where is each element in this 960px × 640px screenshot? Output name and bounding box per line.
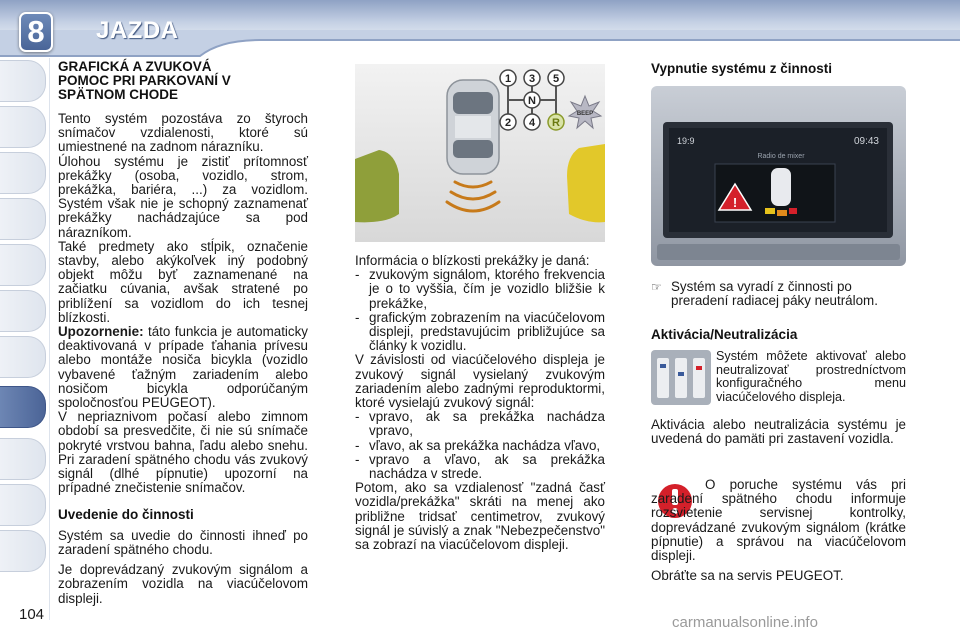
pointing-hand-icon: ☞ bbox=[651, 280, 662, 294]
paragraph-objects: Také predmety ako stĺpik, označenie stavby, alebo akýkoľvek iný podobný objekt môžu byť zaznamenané na začiatku cúvania, avšak stratené po priblížení sa vozidlom do ich tesnej blízkosti. bbox=[58, 238, 308, 325]
config-menu-buttons-icon bbox=[651, 350, 711, 405]
side-tab-active-8[interactable] bbox=[0, 386, 46, 428]
gear-label-reverse: R bbox=[552, 117, 560, 129]
list-item: - zvukovým signálom, ktorého frekvencia je o to vyššia, čím je vozidlo bližšie k prekážke, bbox=[355, 267, 605, 311]
chapter-title: JAZDA bbox=[96, 17, 179, 44]
column-left bbox=[58, 60, 308, 606]
section-title-parking-aid: GRAFICKÁ A ZVUKOVÁ POMOC PRI PARKOVANÍ V SPÄTNOM CHODE bbox=[58, 59, 231, 102]
reversing-car bbox=[447, 80, 499, 174]
paragraph-warning: Upozornenie: táto funkcia je automaticky deaktivovaná v prípade ťahania prívesu alebo montáže nosiča bicykla (vozidlo vybavené ťažným zariadením alebo nosičom bicykla odporúčaným spoločnosťou PEUGEOT). bbox=[58, 324, 308, 411]
display-time: 09:43 bbox=[853, 136, 879, 147]
chapter-number-badge: 8 bbox=[19, 12, 53, 52]
watermark: carmanualsonline.info bbox=[672, 614, 818, 631]
paragraph-speakers: V závislosti od viacúčelového displeja je zvukový signál vysielaný zvukovým zariadením alebo zadnými reproduktormi, ktoré vysielajú zvukový signál: bbox=[355, 352, 605, 411]
chapter-side-tabs bbox=[0, 60, 50, 620]
section-title-deactivation: Vypnutie systému z činnosti bbox=[651, 61, 833, 76]
gearbox-diagram bbox=[500, 70, 564, 130]
list-item: - vľavo, ak sa prekážka nachádza vľavo, bbox=[355, 437, 601, 453]
svg-text:!: ! bbox=[732, 195, 738, 210]
car-topview-icon bbox=[771, 168, 791, 206]
gear-label: 3 bbox=[528, 73, 536, 85]
paragraph-activation-2: Je doprevádzaný zvukovým signálom a zobrazením vozidla na viacúčelovom displeji. bbox=[58, 562, 308, 606]
display-caption: Radio de mixer bbox=[757, 153, 805, 160]
side-tab-4[interactable] bbox=[0, 198, 46, 240]
paragraph-intro: Tento systém pozostáva zo štyroch snímačov vzdialenosti, ktoré sú umiestnené na zadnom nárazníku. bbox=[58, 111, 308, 155]
parked-car-left bbox=[355, 150, 399, 222]
deactivation-text bbox=[651, 280, 906, 349]
list-item: ☞ Systém sa vyradí z činnosti po preradení radiacej páky neutrálom. bbox=[651, 279, 878, 309]
display-left-readout: 19:9 bbox=[677, 136, 695, 146]
gear-label: N bbox=[528, 95, 536, 107]
list-item: - vpravo a vľavo, ak sa prekážka nachádza v strede. bbox=[355, 451, 605, 482]
paragraph-fault: O poruche systému vás pri zaradení spätného chodu informuje rozsvietenie servisnej kontrolky, doprevádzané zvukovým signálom (krátke pípnutie) a správou na viacúčelovom displeji. bbox=[651, 477, 906, 564]
gear-label: 1 bbox=[504, 73, 512, 85]
side-tab-3[interactable] bbox=[0, 152, 46, 194]
list-item: - vpravo, ak sa prekážka nachádza vpravo, bbox=[355, 409, 605, 439]
page-number: 104 bbox=[19, 606, 45, 623]
paragraph-config-menu: Systém môžete aktivovať alebo neutralizovať prostredníctvom konfiguračného menu viacúčelového displeja. bbox=[716, 349, 906, 404]
paragraph-purpose: Úlohou systému je zistiť prítomnosť prekážky (osoba, vozidlo, strom, prekážka, bariéra, ...) za vozidlom. Systém však nie je schopný zaznamenať prekážky nachádzajúce sa pod nárazníkom. bbox=[58, 153, 308, 240]
paragraph-memory: Aktivácia alebo neutralizácia systému je uvedená do pamäti pri zastavení vozidla. bbox=[651, 417, 906, 447]
paragraph-proximity-intro: Informácia o blízkosti prekážky je daná: bbox=[355, 253, 590, 268]
reverse-parking-illustration bbox=[355, 64, 605, 242]
section-title-activation-neutralization: Aktivácia/Neutralizácia bbox=[651, 327, 798, 343]
paragraph-danger: Potom, ako sa vzdialenosť "zadná časť vozidla/prekážka" skráti na menej ako približne tridsať centimetrov, zvukový signál je súvislý a znak "Nebezpečenstvo" sa zobrazí na viacúčelovom displeji. bbox=[355, 480, 605, 553]
gear-label: 5 bbox=[552, 73, 560, 85]
gear-label: 4 bbox=[528, 117, 536, 129]
paragraph-weather: V nepriaznivom počasí alebo zimnom období sa presvedčite, či nie sú snímače pokryté vrstvou bahna, ľadu alebo snehu. Pri zaradení spätného chodu vás zvukový signál (dlhé pípnutie) upozorní na prípadné znečistenie snímačov. bbox=[58, 409, 308, 496]
list-item: - grafickým zobrazením na viacúčelovom displeji, predstavujúcim približujúce sa články k vozidlu. bbox=[355, 309, 605, 354]
page-header bbox=[0, 0, 960, 58]
beep-label: BEEP bbox=[576, 111, 594, 117]
column-middle bbox=[355, 254, 605, 552]
multifunction-display-illustration bbox=[651, 86, 906, 266]
parked-car-right bbox=[567, 144, 605, 222]
side-tab-2[interactable] bbox=[0, 106, 46, 148]
side-tab-11[interactable] bbox=[0, 530, 46, 572]
side-tab-10[interactable] bbox=[0, 484, 46, 526]
side-tab-7[interactable] bbox=[0, 336, 46, 378]
side-tab-6[interactable] bbox=[0, 290, 46, 332]
gear-label: 2 bbox=[504, 117, 512, 129]
paragraph-service: Obráťte sa na servis PEUGEOT. bbox=[651, 568, 844, 584]
column-right bbox=[651, 62, 906, 76]
side-tab-5[interactable] bbox=[0, 244, 46, 286]
section-title-activation: Uvedenie do činnosti bbox=[58, 507, 194, 523]
side-tab-1[interactable] bbox=[0, 60, 46, 102]
paragraph-activation-1: Systém sa uvedie do činnosti ihneď po zaradení spätného chodu. bbox=[58, 527, 308, 557]
fault-text bbox=[651, 478, 906, 583]
side-tab-9[interactable] bbox=[0, 438, 46, 480]
